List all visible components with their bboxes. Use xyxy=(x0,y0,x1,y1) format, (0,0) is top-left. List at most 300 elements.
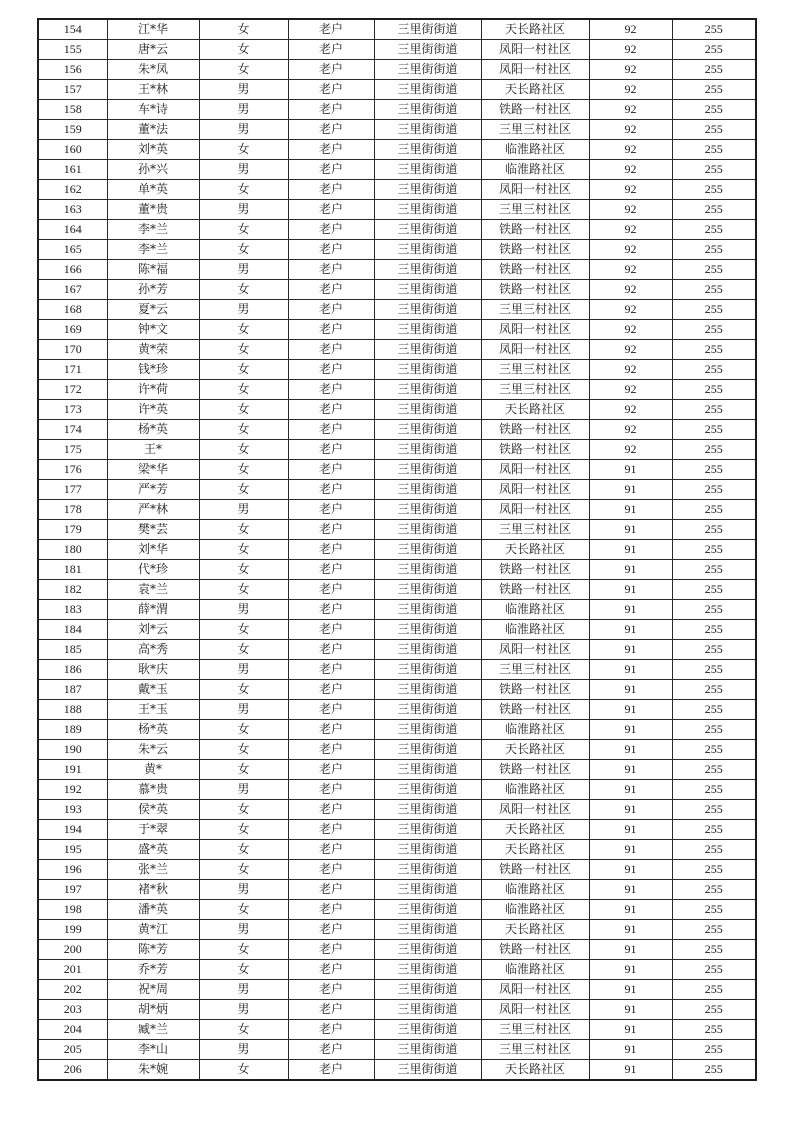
street-cell: 三里街街道 xyxy=(374,680,481,700)
street-cell: 三里街街道 xyxy=(374,200,481,220)
resident-name-cell: 严*林 xyxy=(107,500,199,520)
table-row xyxy=(38,280,756,300)
gender-cell: 女 xyxy=(199,940,288,960)
row-number-cell: 176 xyxy=(38,460,107,480)
household-type-cell: 老户 xyxy=(288,160,374,180)
resident-name-cell: 袁*兰 xyxy=(107,580,199,600)
amount-cell: 255 xyxy=(672,900,756,920)
amount-cell: 255 xyxy=(672,200,756,220)
score-cell: 91 xyxy=(589,980,672,1000)
score-cell: 92 xyxy=(589,160,672,180)
street-cell: 三里街街道 xyxy=(374,640,481,660)
community-cell: 凤阳一村社区 xyxy=(481,640,589,660)
gender-cell: 女 xyxy=(199,440,288,460)
community-cell: 铁路一村社区 xyxy=(481,760,589,780)
community-cell: 临淮路社区 xyxy=(481,960,589,980)
household-type-cell: 老户 xyxy=(288,520,374,540)
gender-cell: 女 xyxy=(199,420,288,440)
table-row xyxy=(38,680,756,700)
household-type-cell: 老户 xyxy=(288,900,374,920)
community-cell: 三里三村社区 xyxy=(481,1020,589,1040)
score-cell: 91 xyxy=(589,460,672,480)
street-cell: 三里街街道 xyxy=(374,660,481,680)
resident-name-cell: 董*法 xyxy=(107,120,199,140)
street-cell: 三里街街道 xyxy=(374,480,481,500)
gender-cell: 女 xyxy=(199,380,288,400)
table-row xyxy=(38,980,756,1000)
row-number-cell: 185 xyxy=(38,640,107,660)
table-row xyxy=(38,240,756,260)
row-number-cell: 165 xyxy=(38,240,107,260)
score-cell: 92 xyxy=(589,140,672,160)
amount-cell: 255 xyxy=(672,80,756,100)
amount-cell: 255 xyxy=(672,220,756,240)
score-cell: 91 xyxy=(589,500,672,520)
gender-cell: 女 xyxy=(199,40,288,60)
score-cell: 92 xyxy=(589,380,672,400)
resident-name-cell: 许*英 xyxy=(107,400,199,420)
table-row xyxy=(38,760,756,780)
community-cell: 凤阳一村社区 xyxy=(481,980,589,1000)
resident-name-cell: 孙*芳 xyxy=(107,280,199,300)
resident-name-cell: 董*贵 xyxy=(107,200,199,220)
community-cell: 铁路一村社区 xyxy=(481,100,589,120)
household-type-cell: 老户 xyxy=(288,360,374,380)
street-cell: 三里街街道 xyxy=(374,860,481,880)
amount-cell: 255 xyxy=(672,620,756,640)
table-row xyxy=(38,19,756,40)
household-type-cell: 老户 xyxy=(288,1040,374,1060)
table-row xyxy=(38,120,756,140)
resident-name-cell: 朱*凤 xyxy=(107,60,199,80)
community-cell: 铁路一村社区 xyxy=(481,560,589,580)
resident-name-cell: 臧*兰 xyxy=(107,1020,199,1040)
resident-name-cell: 潘*英 xyxy=(107,900,199,920)
gender-cell: 女 xyxy=(199,1060,288,1081)
household-type-cell: 老户 xyxy=(288,700,374,720)
gender-cell: 女 xyxy=(199,280,288,300)
amount-cell: 255 xyxy=(672,40,756,60)
street-cell: 三里街街道 xyxy=(374,1020,481,1040)
resident-name-cell: 耿*庆 xyxy=(107,660,199,680)
gender-cell: 男 xyxy=(199,700,288,720)
street-cell: 三里街街道 xyxy=(374,380,481,400)
row-number-cell: 194 xyxy=(38,820,107,840)
row-number-cell: 197 xyxy=(38,880,107,900)
resident-name-cell: 李*兰 xyxy=(107,240,199,260)
score-cell: 92 xyxy=(589,240,672,260)
table-row xyxy=(38,520,756,540)
street-cell: 三里街街道 xyxy=(374,19,481,40)
street-cell: 三里街街道 xyxy=(374,560,481,580)
resident-name-cell: 王* xyxy=(107,440,199,460)
amount-cell: 255 xyxy=(672,840,756,860)
row-number-cell: 191 xyxy=(38,760,107,780)
gender-cell: 男 xyxy=(199,1000,288,1020)
row-number-cell: 193 xyxy=(38,800,107,820)
household-type-cell: 老户 xyxy=(288,200,374,220)
resident-name-cell: 乔*芳 xyxy=(107,960,199,980)
row-number-cell: 168 xyxy=(38,300,107,320)
street-cell: 三里街街道 xyxy=(374,960,481,980)
gender-cell: 女 xyxy=(199,220,288,240)
score-cell: 91 xyxy=(589,480,672,500)
household-type-cell: 老户 xyxy=(288,460,374,480)
score-cell: 92 xyxy=(589,260,672,280)
resident-name-cell: 薛*渭 xyxy=(107,600,199,620)
amount-cell: 255 xyxy=(672,400,756,420)
gender-cell: 男 xyxy=(199,300,288,320)
resident-name-cell: 于*翠 xyxy=(107,820,199,840)
score-cell: 91 xyxy=(589,540,672,560)
household-type-cell: 老户 xyxy=(288,740,374,760)
table-row xyxy=(38,380,756,400)
resident-name-cell: 王*玉 xyxy=(107,700,199,720)
amount-cell: 255 xyxy=(672,260,756,280)
amount-cell: 255 xyxy=(672,640,756,660)
row-number-cell: 180 xyxy=(38,540,107,560)
gender-cell: 男 xyxy=(199,780,288,800)
street-cell: 三里街街道 xyxy=(374,260,481,280)
household-type-cell: 老户 xyxy=(288,1020,374,1040)
row-number-cell: 167 xyxy=(38,280,107,300)
gender-cell: 女 xyxy=(199,340,288,360)
table-row xyxy=(38,160,756,180)
community-cell: 凤阳一村社区 xyxy=(481,340,589,360)
amount-cell: 255 xyxy=(672,880,756,900)
household-type-cell: 老户 xyxy=(288,800,374,820)
row-number-cell: 186 xyxy=(38,660,107,680)
table-row xyxy=(38,840,756,860)
household-type-cell: 老户 xyxy=(288,340,374,360)
table-row xyxy=(38,300,756,320)
community-cell: 三里三村社区 xyxy=(481,660,589,680)
score-cell: 91 xyxy=(589,900,672,920)
amount-cell: 255 xyxy=(672,300,756,320)
score-cell: 91 xyxy=(589,660,672,680)
street-cell: 三里街街道 xyxy=(374,400,481,420)
gender-cell: 男 xyxy=(199,660,288,680)
resident-name-cell: 盛*英 xyxy=(107,840,199,860)
amount-cell: 255 xyxy=(672,360,756,380)
score-cell: 91 xyxy=(589,840,672,860)
resident-name-cell: 朱*婉 xyxy=(107,1060,199,1081)
table-row xyxy=(38,100,756,120)
table-row xyxy=(38,260,756,280)
community-cell: 三里三村社区 xyxy=(481,520,589,540)
street-cell: 三里街街道 xyxy=(374,40,481,60)
street-cell: 三里街街道 xyxy=(374,600,481,620)
amount-cell: 255 xyxy=(672,780,756,800)
row-number-cell: 198 xyxy=(38,900,107,920)
household-type-cell: 老户 xyxy=(288,580,374,600)
table-row xyxy=(38,220,756,240)
table-row xyxy=(38,540,756,560)
gender-cell: 女 xyxy=(199,140,288,160)
table-row xyxy=(38,940,756,960)
street-cell: 三里街街道 xyxy=(374,760,481,780)
household-type-cell: 老户 xyxy=(288,840,374,860)
row-number-cell: 173 xyxy=(38,400,107,420)
row-number-cell: 200 xyxy=(38,940,107,960)
table-row xyxy=(38,40,756,60)
table-row xyxy=(38,360,756,380)
row-number-cell: 195 xyxy=(38,840,107,860)
amount-cell: 255 xyxy=(672,860,756,880)
resident-name-cell: 杨*英 xyxy=(107,420,199,440)
resident-name-cell: 侯*英 xyxy=(107,800,199,820)
score-cell: 92 xyxy=(589,420,672,440)
street-cell: 三里街街道 xyxy=(374,880,481,900)
score-cell: 91 xyxy=(589,780,672,800)
table-row xyxy=(38,320,756,340)
resident-name-cell: 樊*芸 xyxy=(107,520,199,540)
gender-cell: 男 xyxy=(199,120,288,140)
score-cell: 92 xyxy=(589,320,672,340)
community-cell: 临淮路社区 xyxy=(481,620,589,640)
household-type-cell: 老户 xyxy=(288,40,374,60)
table-row xyxy=(38,1060,756,1081)
score-cell: 92 xyxy=(589,280,672,300)
street-cell: 三里街街道 xyxy=(374,160,481,180)
row-number-cell: 203 xyxy=(38,1000,107,1020)
row-number-cell: 188 xyxy=(38,700,107,720)
community-cell: 天长路社区 xyxy=(481,840,589,860)
household-type-cell: 老户 xyxy=(288,1000,374,1020)
street-cell: 三里街街道 xyxy=(374,740,481,760)
row-number-cell: 192 xyxy=(38,780,107,800)
score-cell: 92 xyxy=(589,220,672,240)
street-cell: 三里街街道 xyxy=(374,60,481,80)
household-type-cell: 老户 xyxy=(288,400,374,420)
table-row xyxy=(38,640,756,660)
community-cell: 三里三村社区 xyxy=(481,1040,589,1060)
community-cell: 三里三村社区 xyxy=(481,200,589,220)
amount-cell: 255 xyxy=(672,180,756,200)
row-number-cell: 201 xyxy=(38,960,107,980)
row-number-cell: 179 xyxy=(38,520,107,540)
row-number-cell: 205 xyxy=(38,1040,107,1060)
amount-cell: 255 xyxy=(672,500,756,520)
gender-cell: 女 xyxy=(199,1020,288,1040)
score-cell: 92 xyxy=(589,80,672,100)
amount-cell: 255 xyxy=(672,720,756,740)
household-type-cell: 老户 xyxy=(288,780,374,800)
score-cell: 92 xyxy=(589,19,672,40)
score-cell: 91 xyxy=(589,760,672,780)
gender-cell: 男 xyxy=(199,80,288,100)
resident-name-cell: 杨*英 xyxy=(107,720,199,740)
resident-name-cell: 刘*英 xyxy=(107,140,199,160)
resident-name-cell: 高*秀 xyxy=(107,640,199,660)
resident-name-cell: 夏*云 xyxy=(107,300,199,320)
gender-cell: 女 xyxy=(199,240,288,260)
table-row xyxy=(38,180,756,200)
gender-cell: 女 xyxy=(199,60,288,80)
score-cell: 92 xyxy=(589,340,672,360)
table-row xyxy=(38,500,756,520)
score-cell: 91 xyxy=(589,580,672,600)
gender-cell: 男 xyxy=(199,920,288,940)
household-type-cell: 老户 xyxy=(288,660,374,680)
gender-cell: 女 xyxy=(199,860,288,880)
table-row xyxy=(38,420,756,440)
resident-name-cell: 钱*珍 xyxy=(107,360,199,380)
amount-cell: 255 xyxy=(672,940,756,960)
street-cell: 三里街街道 xyxy=(374,120,481,140)
gender-cell: 女 xyxy=(199,900,288,920)
score-cell: 91 xyxy=(589,1000,672,1020)
household-type-cell: 老户 xyxy=(288,80,374,100)
street-cell: 三里街街道 xyxy=(374,700,481,720)
household-type-cell: 老户 xyxy=(288,1060,374,1081)
table-row xyxy=(38,440,756,460)
row-number-cell: 196 xyxy=(38,860,107,880)
score-cell: 91 xyxy=(589,560,672,580)
community-cell: 临淮路社区 xyxy=(481,900,589,920)
amount-cell: 255 xyxy=(672,660,756,680)
table-row xyxy=(38,460,756,480)
street-cell: 三里街街道 xyxy=(374,840,481,860)
amount-cell: 255 xyxy=(672,1000,756,1020)
household-type-cell: 老户 xyxy=(288,300,374,320)
table-row xyxy=(38,1040,756,1060)
amount-cell: 255 xyxy=(672,460,756,480)
row-number-cell: 190 xyxy=(38,740,107,760)
table-row xyxy=(38,480,756,500)
score-cell: 92 xyxy=(589,40,672,60)
street-cell: 三里街街道 xyxy=(374,180,481,200)
street-cell: 三里街街道 xyxy=(374,100,481,120)
household-type-cell: 老户 xyxy=(288,540,374,560)
score-cell: 92 xyxy=(589,440,672,460)
amount-cell: 255 xyxy=(672,600,756,620)
amount-cell: 255 xyxy=(672,540,756,560)
table-row xyxy=(38,780,756,800)
street-cell: 三里街街道 xyxy=(374,900,481,920)
household-type-cell: 老户 xyxy=(288,920,374,940)
gender-cell: 女 xyxy=(199,740,288,760)
household-type-cell: 老户 xyxy=(288,280,374,300)
street-cell: 三里街街道 xyxy=(374,920,481,940)
household-type-cell: 老户 xyxy=(288,260,374,280)
row-number-cell: 174 xyxy=(38,420,107,440)
gender-cell: 男 xyxy=(199,600,288,620)
community-cell: 临淮路社区 xyxy=(481,880,589,900)
street-cell: 三里街街道 xyxy=(374,240,481,260)
score-cell: 92 xyxy=(589,60,672,80)
table-row xyxy=(38,700,756,720)
table-row xyxy=(38,740,756,760)
gender-cell: 男 xyxy=(199,200,288,220)
score-cell: 91 xyxy=(589,620,672,640)
gender-cell: 女 xyxy=(199,680,288,700)
street-cell: 三里街街道 xyxy=(374,780,481,800)
table-row xyxy=(38,900,756,920)
street-cell: 三里街街道 xyxy=(374,620,481,640)
score-cell: 91 xyxy=(589,720,672,740)
street-cell: 三里街街道 xyxy=(374,520,481,540)
amount-cell: 255 xyxy=(672,420,756,440)
amount-cell: 255 xyxy=(672,480,756,500)
household-type-cell: 老户 xyxy=(288,220,374,240)
community-cell: 天长路社区 xyxy=(481,740,589,760)
table-row xyxy=(38,60,756,80)
row-number-cell: 157 xyxy=(38,80,107,100)
gender-cell: 女 xyxy=(199,800,288,820)
score-cell: 91 xyxy=(589,800,672,820)
community-cell: 凤阳一村社区 xyxy=(481,500,589,520)
row-number-cell: 187 xyxy=(38,680,107,700)
household-type-cell: 老户 xyxy=(288,500,374,520)
community-cell: 凤阳一村社区 xyxy=(481,480,589,500)
resident-name-cell: 孙*兴 xyxy=(107,160,199,180)
gender-cell: 女 xyxy=(199,360,288,380)
resident-name-cell: 慕*贵 xyxy=(107,780,199,800)
community-cell: 天长路社区 xyxy=(481,19,589,40)
community-cell: 天长路社区 xyxy=(481,540,589,560)
resident-name-cell: 李*兰 xyxy=(107,220,199,240)
row-number-cell: 206 xyxy=(38,1060,107,1081)
table-row xyxy=(38,560,756,580)
table-row xyxy=(38,1000,756,1020)
row-number-cell: 181 xyxy=(38,560,107,580)
resident-name-cell: 单*英 xyxy=(107,180,199,200)
street-cell: 三里街街道 xyxy=(374,1000,481,1020)
household-type-cell: 老户 xyxy=(288,880,374,900)
street-cell: 三里街街道 xyxy=(374,300,481,320)
row-number-cell: 189 xyxy=(38,720,107,740)
row-number-cell: 163 xyxy=(38,200,107,220)
amount-cell: 255 xyxy=(672,380,756,400)
gender-cell: 女 xyxy=(199,580,288,600)
score-cell: 92 xyxy=(589,360,672,380)
gender-cell: 女 xyxy=(199,820,288,840)
street-cell: 三里街街道 xyxy=(374,140,481,160)
household-type-cell: 老户 xyxy=(288,440,374,460)
household-type-cell: 老户 xyxy=(288,960,374,980)
amount-cell: 255 xyxy=(672,440,756,460)
table-row xyxy=(38,880,756,900)
row-number-cell: 182 xyxy=(38,580,107,600)
gender-cell: 女 xyxy=(199,640,288,660)
resident-name-cell: 刘*华 xyxy=(107,540,199,560)
resident-name-cell: 黄* xyxy=(107,760,199,780)
amount-cell: 255 xyxy=(672,740,756,760)
gender-cell: 女 xyxy=(199,620,288,640)
table-row xyxy=(38,340,756,360)
score-cell: 91 xyxy=(589,880,672,900)
score-cell: 91 xyxy=(589,860,672,880)
row-number-cell: 171 xyxy=(38,360,107,380)
community-cell: 天长路社区 xyxy=(481,80,589,100)
street-cell: 三里街街道 xyxy=(374,580,481,600)
community-cell: 凤阳一村社区 xyxy=(481,40,589,60)
score-cell: 92 xyxy=(589,300,672,320)
household-type-cell: 老户 xyxy=(288,380,374,400)
household-type-cell: 老户 xyxy=(288,120,374,140)
community-cell: 凤阳一村社区 xyxy=(481,800,589,820)
amount-cell: 255 xyxy=(672,800,756,820)
gender-cell: 女 xyxy=(199,400,288,420)
community-cell: 铁路一村社区 xyxy=(481,260,589,280)
score-cell: 91 xyxy=(589,700,672,720)
amount-cell: 255 xyxy=(672,1040,756,1060)
street-cell: 三里街街道 xyxy=(374,720,481,740)
table-row xyxy=(38,400,756,420)
table-row xyxy=(38,580,756,600)
street-cell: 三里街街道 xyxy=(374,1060,481,1081)
